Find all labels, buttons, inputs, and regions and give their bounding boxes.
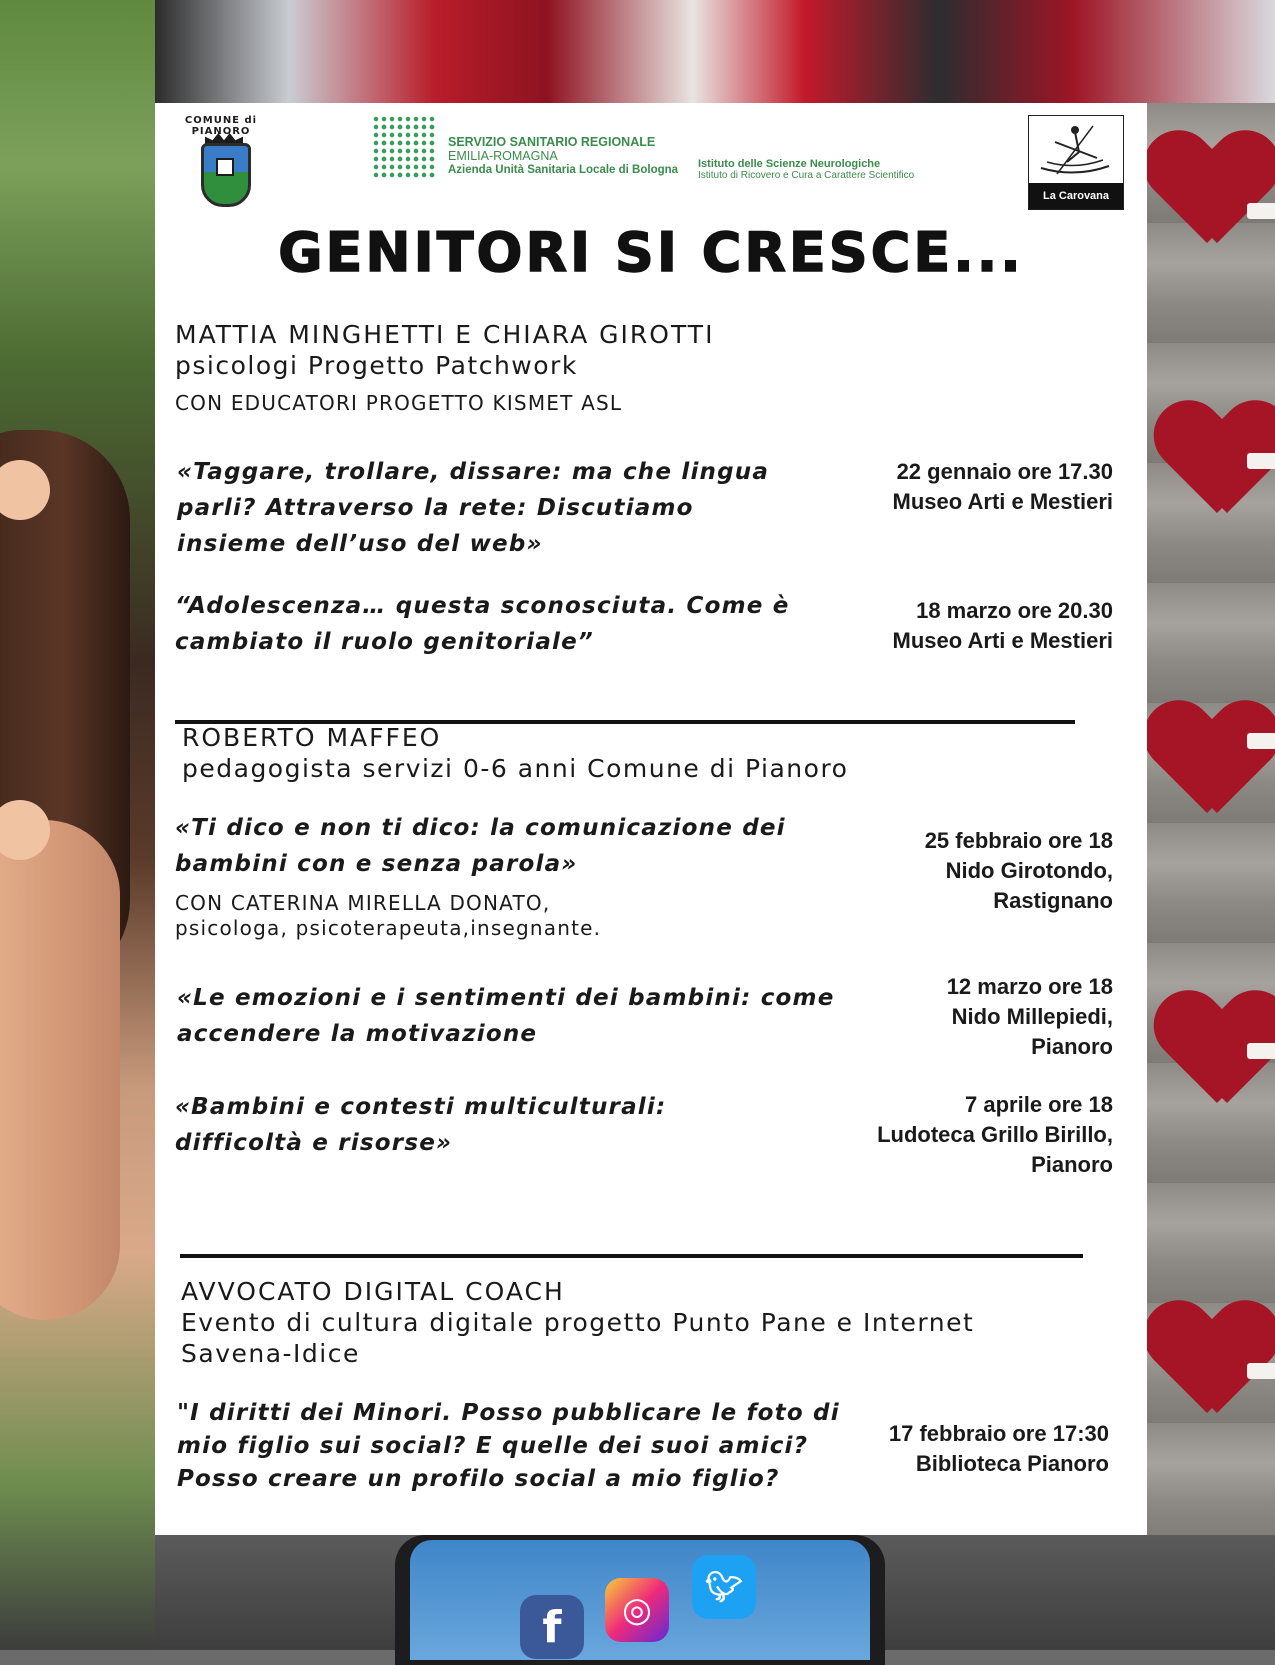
facebook-icon: f xyxy=(520,1595,584,1659)
section3-role-cont: Savena-Idice xyxy=(181,1339,360,1368)
event-when xyxy=(893,457,1113,517)
section3-speaker: AVVOCATO DIGITAL COACH xyxy=(181,1277,565,1306)
ssr-line1: SERVIZIO SANITARIO REGIONALE xyxy=(448,135,656,149)
event-date: 25 febbraio ore 18 xyxy=(924,828,1113,853)
event-title-line: "I diritti dei Minori. Posso pubblicare le foto di xyxy=(177,1400,840,1426)
section2-speaker: ROBERTO MAFFEO xyxy=(182,723,442,752)
event-title-line: Posso creare un profilo social a mio figlio? xyxy=(177,1466,780,1492)
section-divider xyxy=(180,1254,1083,1258)
event-place: Museo Arti e Mestieri xyxy=(892,628,1113,653)
event-title xyxy=(177,454,769,562)
ssr-dots-logo xyxy=(372,115,436,179)
light-hand-shape xyxy=(0,820,120,1320)
peg-shape xyxy=(1247,733,1275,749)
event-when xyxy=(893,596,1113,656)
event-date: 22 gennaio ore 17.30 xyxy=(896,459,1113,484)
ssr-line3: Azienda Unità Sanitaria Locale di Bologna xyxy=(448,164,679,176)
section2-role: pedagogista servizi 0-6 anni Comune di Pianoro xyxy=(182,754,849,783)
event-title-line: cambiato il ruolo genitoriale” xyxy=(175,629,594,655)
event-place: Pianoro xyxy=(1031,1152,1113,1177)
event-place: Rastignano xyxy=(993,888,1113,913)
event-title-line: difficoltà e risorse» xyxy=(175,1130,453,1156)
event-date: 17 febbraio ore 17:30 xyxy=(888,1421,1109,1446)
event-title-line: «Ti dico e non ti dico: la comunicazione dei xyxy=(175,815,786,841)
peg-shape xyxy=(1247,453,1275,469)
event-title-line: «Le emozioni e i sentimenti dei bambini: come xyxy=(177,985,835,1011)
isn-line1: Istituto delle Scienze Neurologiche xyxy=(698,158,881,170)
comune-pianoro-label: COMUNE di PIANORO xyxy=(184,115,258,137)
event-place: Nido Girotondo, xyxy=(945,858,1113,883)
isn-logo-text xyxy=(698,158,914,182)
ssr-line2: EMILIA-ROMAGNA xyxy=(448,149,558,163)
event-place: Biblioteca Pianoro xyxy=(915,1451,1109,1476)
peg-shape xyxy=(1247,1363,1275,1379)
event-title-line: parli? Attraverso la rete: Discutiamo xyxy=(177,495,694,521)
heart-icon xyxy=(1147,703,1275,823)
section1-with: CON EDUCATORI PROGETTO KISMET ASL xyxy=(175,391,623,415)
event-title xyxy=(175,1089,666,1161)
event-guest-role: psicologa, psicoterapeuta,insegnante. xyxy=(175,916,602,940)
event-title xyxy=(175,588,790,660)
section1-role: psicologi Progetto Patchwork xyxy=(175,351,578,380)
carovana-logo xyxy=(1028,115,1124,228)
background-hearts-photo xyxy=(1147,103,1275,1535)
section1-speakers: MATTIA MINGHETTI E CHIARA GIROTTI xyxy=(175,320,715,349)
event-when xyxy=(889,1419,1109,1479)
section3-role: Evento di cultura digitale progetto Punto Pane e Internet xyxy=(181,1308,975,1337)
ssr-logo-text xyxy=(448,135,678,177)
coat-of-arms-icon xyxy=(201,143,251,207)
background-sneakers-photo xyxy=(155,0,1275,103)
event-title-line: insieme dell’uso del web» xyxy=(177,531,543,557)
isn-line2: Istituto di Ricovero e Cura a Carattere Scientifico xyxy=(698,170,915,181)
peg-shape xyxy=(1247,1043,1275,1059)
event-title xyxy=(175,810,786,882)
page-title: GENITORI SI CRESCE... xyxy=(278,221,1024,284)
event-title-line: bambini con e senza parola» xyxy=(175,851,578,877)
event-title xyxy=(177,980,835,1052)
event-when xyxy=(925,826,1113,916)
event-date: 12 marzo ore 18 xyxy=(946,974,1113,999)
event-title xyxy=(177,1397,840,1496)
event-when xyxy=(947,972,1113,1062)
event-date: 18 marzo ore 20.30 xyxy=(916,598,1113,623)
heart-icon xyxy=(1147,133,1275,253)
event-title-line: «Taggare, trollare, dissare: ma che lingua xyxy=(177,459,770,485)
event-date: 7 aprile ore 18 xyxy=(965,1092,1113,1117)
event-place: Ludoteca Grillo Birillo, xyxy=(877,1122,1113,1147)
event-place: Museo Arti e Mestieri xyxy=(892,489,1113,514)
background-hands-photo xyxy=(0,0,155,1650)
event-place: Pianoro xyxy=(1031,1034,1113,1059)
carovana-label: La Carovana Onlus xyxy=(1029,183,1123,209)
event-place: Nido Millepiedi, xyxy=(951,1004,1113,1029)
peg-shape xyxy=(1247,203,1275,219)
twitter-icon: 🐦︎ xyxy=(692,1555,756,1619)
event-when xyxy=(877,1090,1113,1180)
event-title-line: “Adolescenza… questa sconosciuta. Come è xyxy=(175,593,790,619)
event-title-line: accendere la motivazione xyxy=(177,1021,538,1047)
comune-pianoro-logo xyxy=(167,115,275,213)
flyer-paper xyxy=(155,103,1147,1535)
instagram-icon: ◎ xyxy=(605,1578,669,1642)
event-guest: CON CATERINA MIRELLA DONATO, xyxy=(175,891,551,915)
event-title-line: mio figlio sui social? E quelle dei suoi amici? xyxy=(177,1433,809,1459)
rower-icon xyxy=(1037,122,1113,180)
event-title-line: «Bambini e contesti multiculturali: xyxy=(175,1094,667,1120)
